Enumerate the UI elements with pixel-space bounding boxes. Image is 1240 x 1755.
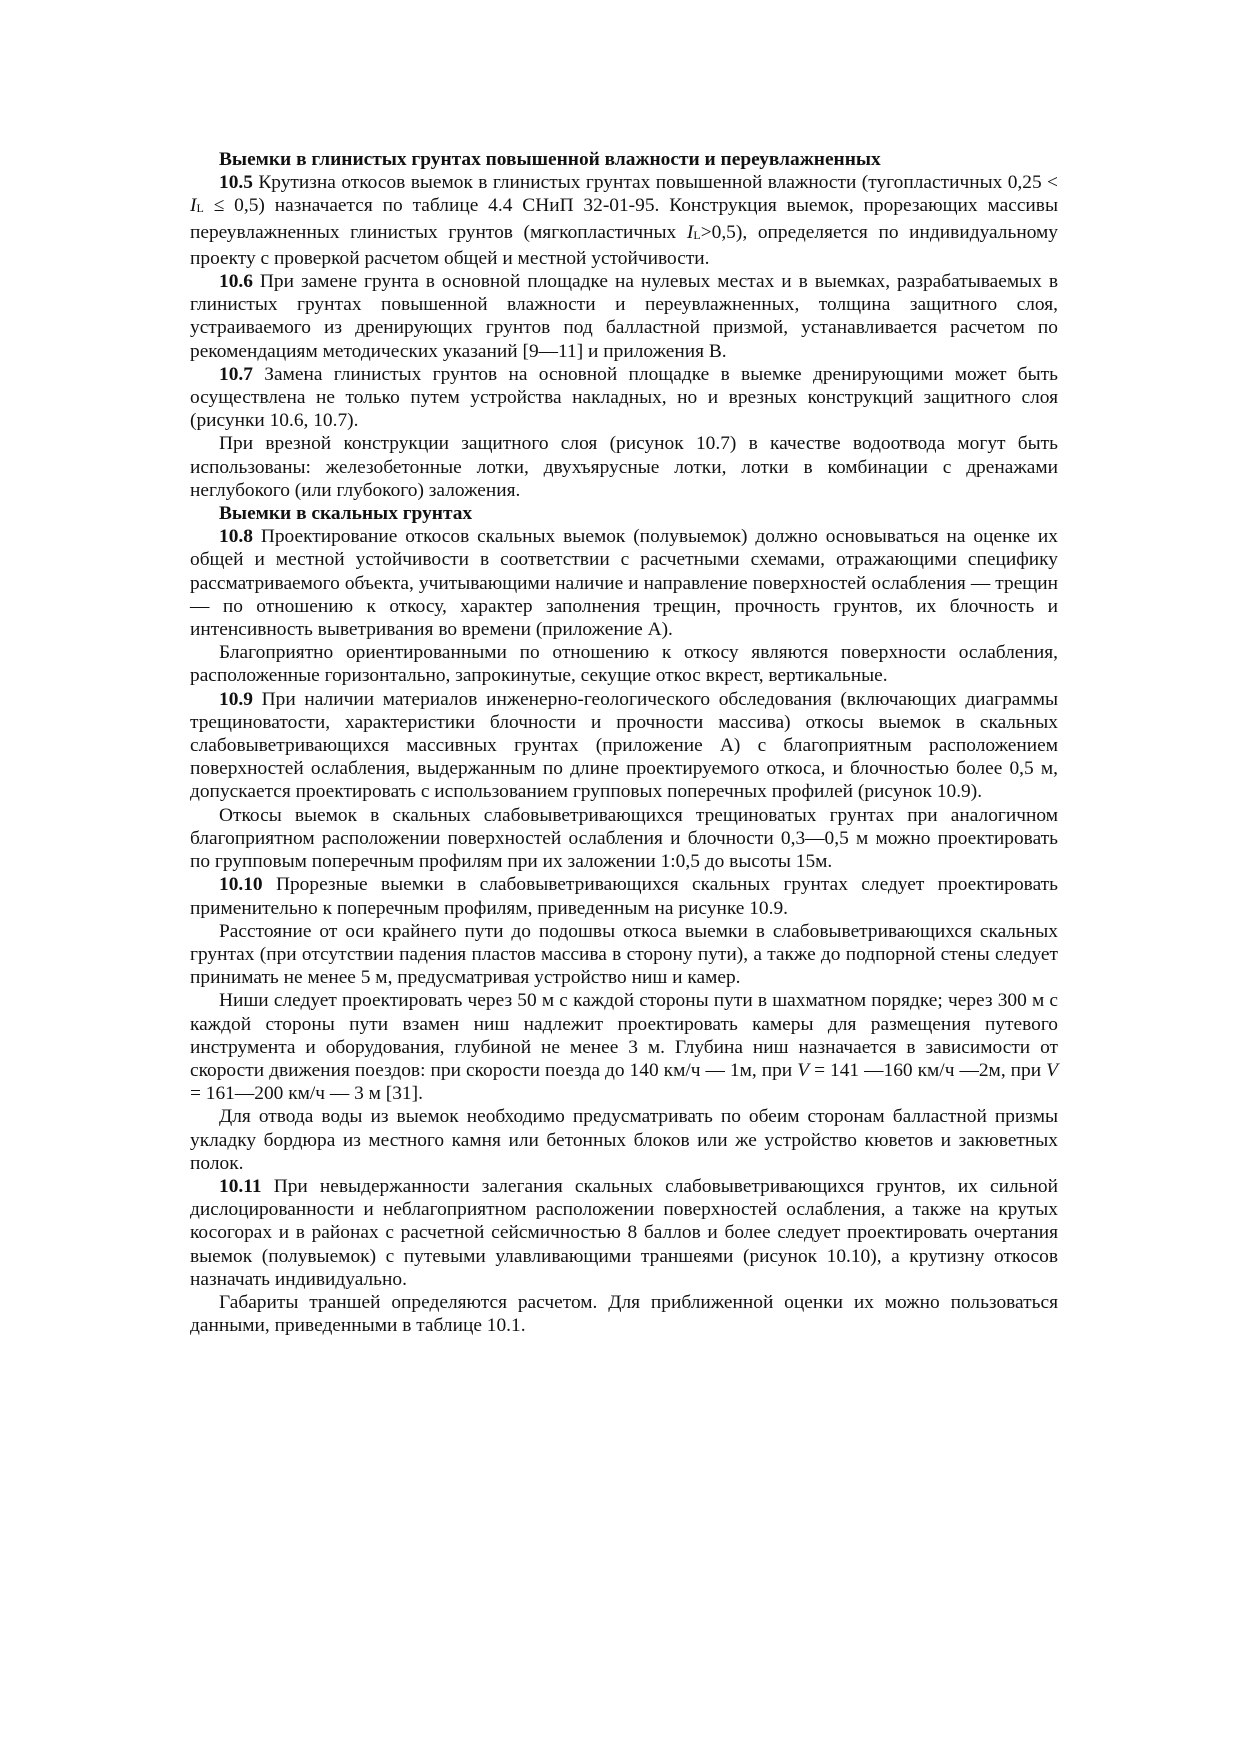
paragraph-text: Проектирование откосов скальных выемок (полувыемок) должно основываться на оценке их общей и местной устойчивости в соответствии с расчетными схемами, отражающими специфику рассматриваемого объекта, учитывающими наличие и направление поверхностей ослабления — трещин — по отношению к откосу, характер заполнения трещин, прочность грунтов, их блочность и интенсивность выветривания во времени (приложение А).	[190, 526, 1058, 641]
paragraph-text: = 161—200 км/ч — 3 м [31].	[190, 1083, 423, 1105]
paragraph-10-7	[190, 363, 1058, 433]
variable-symbol: V	[1046, 1059, 1058, 1081]
section-heading-clay-soils: Выемки в глинистых грунтах повышенной влажности и переувлажненных	[219, 149, 881, 170]
clause-number: 10.7	[219, 363, 253, 385]
variable-symbol: I	[686, 221, 694, 243]
paragraph-text: ≤ 0,5) назначается по таблице 4.4 СНиП 32-01-95. Конструкция выемок, прорезающих массивы переувлажненных глинистых грунтов (мягкопластичных	[190, 195, 1058, 243]
clause-number: 10.11	[219, 1175, 262, 1197]
clause-number: 10.8	[219, 526, 253, 548]
document-page	[190, 148, 1058, 1337]
paragraph-10-5	[190, 171, 1058, 270]
clause-number: 10.10	[219, 874, 263, 896]
paragraph-10-6	[190, 270, 1058, 363]
paragraph-text: Прорезные выемки в слабовыветривающихся скальных грунтах следует проектировать применительно к поперечным профилям, приведенным на рисунке 10.9.	[190, 874, 1058, 919]
clause-number: 10.6	[219, 271, 253, 293]
paragraph-text: При замене грунта в основной площадке на нулевых местах и в выемках, разрабатываемых в глинистых грунтах повышенной влажности и переувлажненных, толщина защитного слоя, устраиваемого из дренирующих грунтов под балластной призмой, устанавливается расчетом по рекомендациям методических указаний [9—11] и приложения В.	[190, 271, 1058, 362]
paragraph-text: Ниши следует проектировать через 50 м с каждой стороны пути в шахматном порядке; через 300 м с каждой стороны пути взамен ниш надлежит проектировать камеры для размещения путевого инструмента и оборудования, глубиной не менее 3 м. Глубина ниш назначается в зависимости от скорости движения поездов: при скорости поезда до 140 км/ч — 1м, при	[190, 990, 1058, 1081]
paragraph-drainage: При врезной конструкции защитного слоя (рисунок 10.7) в качестве водоотвода могут быть использованы: железобетонные лотки, двухъярусные лотки, лотки в комбинации с дренажами неглубокого (или глубокого) заложения.	[190, 433, 1058, 501]
paragraph-text: При наличии материалов инженерно-геологического обследования (включающих диаграммы трещиноватости, характеристики блочности и прочности массива) откосы выемок в скальных слабовыветривающихся массивных грунтах (приложение А) с благоприятным расположением поверхностей ослабления, выдержанным по длине проектируемого откоса, и блочностью более 0,5 м, допускается проектировать с использованием групповых поперечных профилей (рисунок 10.9).	[190, 688, 1058, 803]
paragraph-10-11	[190, 1175, 1058, 1291]
paragraph-slopes: Откосы выемок в скальных слабовыветривающихся трещиноватых грунтах при аналогичном благоприятном расположении поверхностей ослабления и блочности 0,3—0,5 м можно проектировать по групповым поперечным профилям при их заложении 1:0,5 до высоты 15м.	[190, 804, 1058, 873]
paragraph-niches	[190, 989, 1058, 1105]
paragraph-10-10	[190, 873, 1058, 919]
paragraph-text: Крутизна откосов выемок в глинистых грунтах повышенной влажности (тугопластичных 0,25 <	[252, 172, 1058, 194]
paragraph-text: >0,5), определяется по индивидуальному проекту с проверкой расчетом общей и местной устойчивости.	[190, 221, 1058, 269]
paragraph-10-9	[190, 688, 1058, 804]
variable-subscript: L	[196, 201, 204, 216]
variable-subscript: L	[693, 227, 701, 242]
variable-symbol: V	[797, 1059, 810, 1081]
variable-symbol: I	[190, 195, 197, 217]
paragraph-text: = 141 —160 км/ч —2м, при	[809, 1059, 1047, 1081]
section-heading-rock-soils: Выемки в скальных грунтах	[219, 503, 473, 525]
paragraph-distance: Расстояние от оси крайнего пути до подошвы откоса выемки в слабовыветривающихся скальных грунтах (при отсутствии падения пластов массива в сторону пути), а также до подпорной стены следует принимать не менее 5 м, предусматривая устройство ниш и камер.	[190, 920, 1058, 989]
paragraph-text: При невыдержанности залегания скальных слабовыветривающихся грунтов, их сильной дислоцированности и неблагоприятном расположении поверхностей ослабления, а также на крутых косогорах и в районах с расчетной сейсмичностью 8 баллов и более следует проектировать очертания выемок (полувыемок) с путевыми улавливающими траншеями (рисунок 10.10), а крутизну откосов назначать индивидуально.	[190, 1175, 1058, 1290]
paragraph-favorable-orientation: Благоприятно ориентированными по отношению к откосу являются поверхности ослабления, расположенные горизонтально, запрокинутые, секущие откос вкрест, вертикальные.	[190, 642, 1058, 687]
paragraph-10-8	[190, 525, 1058, 641]
paragraph-water-drainage: Для отвода воды из выемок необходимо предусматривать по обеим сторонам балластной призмы укладку бордюра из местного камня или бетонных блоков или же устройство кюветов и закюветных полок.	[190, 1106, 1058, 1174]
paragraph-text: Замена глинистых грунтов на основной площадке в выемке дренирующими может быть осуществлена не только путем устройства накладных, но и врезных конструкций защитного слоя (рисунки 10.6, 10.7).	[190, 363, 1058, 432]
paragraph-trench-dimensions: Габариты траншей определяются расчетом. Для приближенной оценки их можно пользоваться данными, приведенными в таблице 10.1.	[190, 1291, 1058, 1337]
clause-number: 10.5	[219, 172, 253, 194]
clause-number: 10.9	[219, 688, 253, 710]
